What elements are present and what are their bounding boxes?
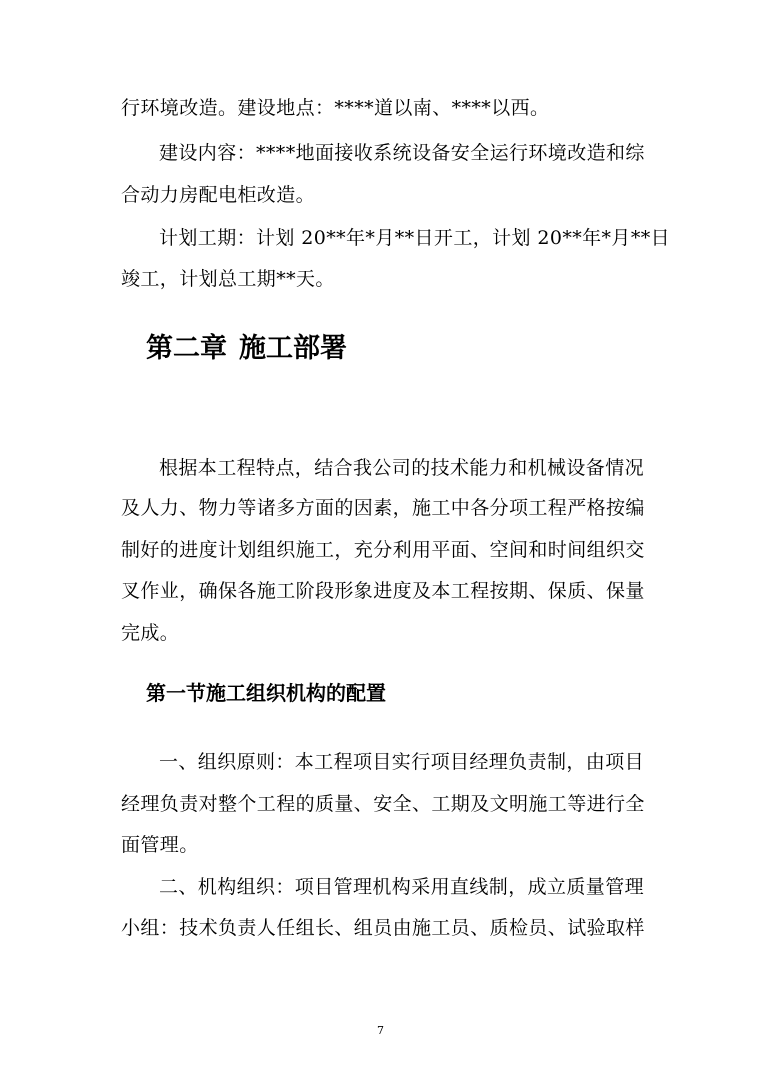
chapter-title: 施工部署 — [239, 333, 347, 364]
paragraph-deployment-line: 完成。 — [121, 622, 180, 644]
paragraph-deployment-line: 叉作业，确保各施工阶段形象进度及本工程按期、保质、保量 — [121, 580, 645, 602]
chapter-heading — [146, 332, 347, 366]
page-number: 7 — [377, 1024, 384, 1037]
paragraph-deployment-line: 制好的进度计划组织施工，充分利用平面、空间和时间组织交 — [121, 539, 645, 561]
section-heading: 第一节施工组织机构的配置 — [146, 681, 386, 705]
paragraph-principle-line: 面管理。 — [121, 834, 199, 856]
paragraph-principle-line: 经理负责对整个工程的质量、安全、工期及文明施工等进行全 — [121, 793, 645, 815]
paragraph-content-line: 建设内容：****地面接收系统设备安全运行环境改造和综 — [159, 142, 645, 164]
paragraph-principle-line: 一、组织原则：本工程项目实行项目经理负责制，由项目 — [159, 751, 645, 773]
paragraph-deployment-line: 及人力、物力等诸多方面的因素，施工中各分项工程严格按编 — [121, 497, 645, 519]
paragraph-structure-line: 小组：技术负责人任组长、组员由施工员、质检员、试验取样 — [121, 917, 645, 939]
paragraph-schedule-line: 计划工期：计划 20**年*月**日开工，计划 20**年*月**日 — [159, 227, 671, 249]
paragraph-structure-line: 二、机构组织：项目管理机构采用直线制，成立质量管理 — [159, 876, 645, 898]
paragraph-content-line: 合动力房配电柜改造。 — [121, 184, 316, 206]
paragraph-deployment-line: 根据本工程特点，结合我公司的技术能力和机械设备情况 — [159, 457, 645, 479]
chapter-number: 第二章 — [146, 333, 227, 364]
paragraph-schedule-line: 竣工，计划总工期**天。 — [121, 268, 335, 290]
paragraph-location-line: 行环境改造。建设地点：****道以南、****以西。 — [121, 97, 550, 119]
